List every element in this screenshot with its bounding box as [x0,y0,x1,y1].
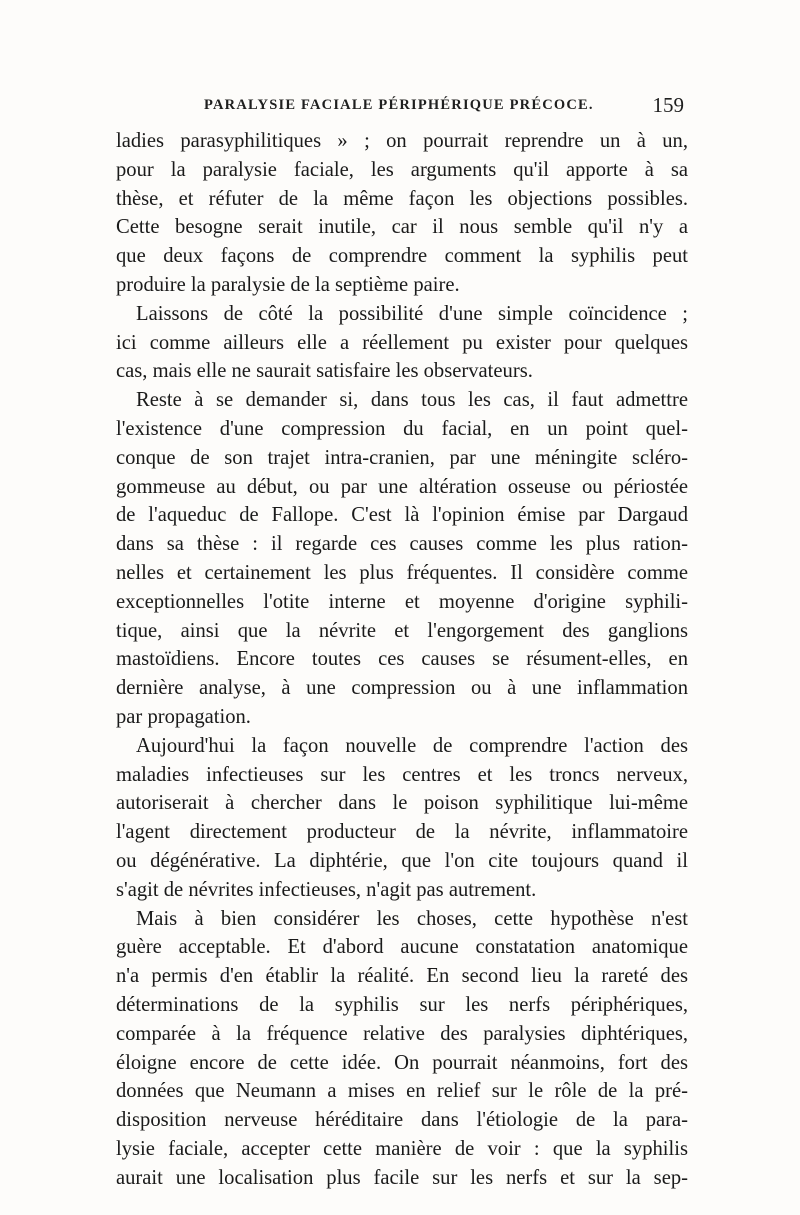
text-line: de l'aqueduc de Fallope. C'est là l'opinion émise par Dargaud [116,504,688,527]
text-line: dans sa thèse : il regarde ces causes comme les plus ration- [116,533,688,556]
text-line: lysie faciale, accepter cette manière de voir : que la syphilis [116,1137,688,1160]
text-line: aurait une localisation plus facile sur les nerfs et sur la sep- [116,1166,688,1189]
body-text [116,127,688,1192]
text-line: nelles et certainement les plus fréquentes. Il considère comme [116,561,688,584]
text-line: disposition nerveuse héréditaire dans l'étiologie de la para- [116,1109,688,1132]
text-line: produire la paralysie de la septième paire. [116,273,460,296]
text-line: Cette besogne serait inutile, car il nous semble qu'il n'y a [116,216,688,239]
text-line: mastoïdiens. Encore toutes ces causes se résument-elles, en [116,648,688,671]
running-title: PARALYSIE FACIALE PÉRIPHÉRIQUE PRÉCOCE. [204,97,594,113]
text-line: Reste à se demander si, dans tous les cas, il faut admettre [136,389,688,412]
text-line: l'existence d'une compression du facial, en un point quel- [116,417,688,440]
text-line: tique, ainsi que la névrite et l'engorgement des ganglions [116,619,688,642]
text-line: données que Neumann a mises en relief sur le rôle de la pré- [116,1080,688,1103]
text-line: ladies parasyphilitiques » ; on pourrait reprendre un à un, [116,130,688,152]
text-line: exceptionnelles l'otite interne et moyenne d'origine syphili- [116,590,688,613]
text-line: gommeuse au début, ou par une altération osseuse ou périostée [116,475,688,498]
running-header [118,94,688,118]
page-number: 159 [652,93,684,117]
text-line: comparée à la fréquence relative des paralysies diphtériques, [116,1022,688,1045]
text-line: n'a permis d'en établir la réalité. En second lieu la rareté des [116,965,688,988]
text-line: ici comme ailleurs elle a réellement pu exister pour quelques [116,331,688,354]
text-line: déterminations de la syphilis sur les nerfs périphériques, [116,993,688,1016]
text-line: pour la paralysie faciale, les arguments qu'il apporte à sa [116,158,688,181]
text-line: cas, mais elle ne saurait satisfaire les observateurs. [116,360,533,383]
text-line: Laissons de côté la possibilité d'une simple coïncidence ; [136,302,688,325]
text-line: autoriserait à chercher dans le poison syphilitique lui-même [116,792,688,815]
text-line: Mais à bien considérer les choses, cette hypothèse n'est [136,907,688,930]
text-line: dernière analyse, à une compression ou à une inflammation [116,677,688,700]
text-line: conque de son trajet intra-cranien, par une méningite scléro- [116,446,688,469]
text-line: guère acceptable. Et d'abord aucune constatation anatomique [116,936,688,959]
text-line: ou dégénérative. La diphtérie, que l'on cite toujours quand il [116,849,688,872]
text-line: par propagation. [116,705,251,728]
text-line: l'agent directement producteur de la névrite, inflammatoire [116,821,688,844]
text-line: maladies infectieuses sur les centres et les troncs nerveux, [116,763,688,786]
text-line: thèse, et réfuter de la même façon les objections possibles. [116,187,688,210]
text-line: éloigne encore de cette idée. On pourrait néanmoins, fort des [116,1051,688,1074]
text-line: s'agit de névrites infectieuses, n'agit pas autrement. [116,878,537,901]
text-line: Aujourd'hui la façon nouvelle de comprendre l'action des [136,734,688,757]
text-line: que deux façons de comprendre comment la syphilis peut [116,245,688,268]
